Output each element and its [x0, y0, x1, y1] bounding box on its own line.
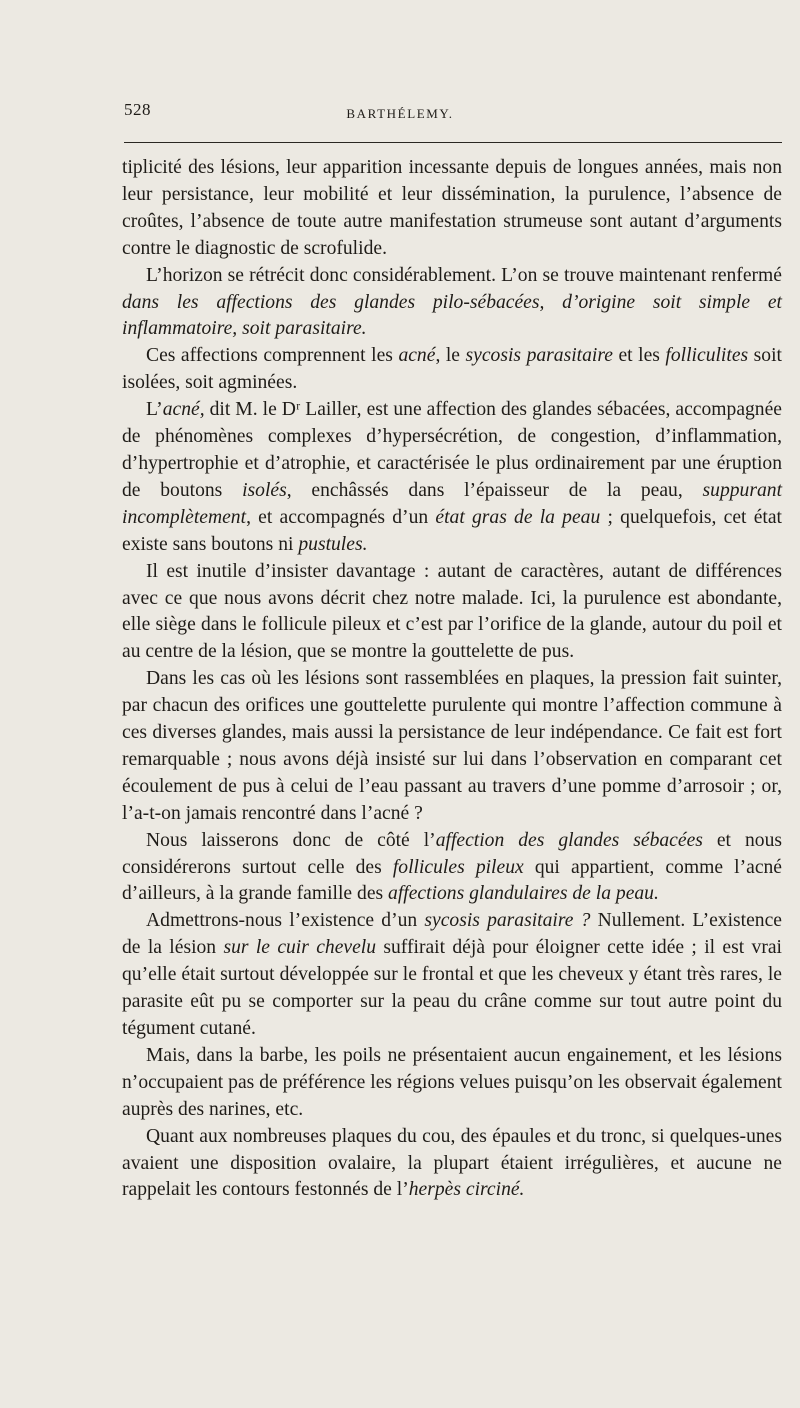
paragraph — [122, 1124, 782, 1205]
text-run: Admettrons-nous l’existence d’un — [146, 910, 425, 932]
italic-text: affection des glandes sébacées — [435, 829, 703, 851]
text-run: L’horizon se rétrécit donc considérablement. L’on se trouve maintenant renfermé — [146, 264, 782, 286]
italic-text: sycosis parasitaire ? — [424, 910, 591, 932]
paragraph — [122, 1043, 782, 1124]
paragraph — [122, 397, 782, 558]
text-run: Mais, dans la barbe, les poils ne présentaient aucun engainement, et les lésions n’occupaient pas de préférence les régions velues puisqu’on les observait également auprès des narines, etc. — [122, 1044, 782, 1120]
running-head: BARTHÉLEMY. — [346, 106, 454, 121]
paragraph — [122, 828, 782, 909]
italic-text: état gras de la peau — [435, 506, 601, 528]
text-run: , et accompagnés d’un — [246, 506, 436, 528]
body-text — [122, 155, 782, 1204]
italic-text: pustules. — [298, 533, 368, 555]
italic-text: folliculites — [665, 345, 749, 367]
paragraph — [122, 666, 782, 827]
text-run: ; quelquefois, cet état existe sans boutons ni — [122, 506, 782, 555]
italic-text: acné — [398, 345, 436, 367]
italic-text: isolés — [242, 479, 287, 501]
text-run: , le — [435, 345, 466, 367]
text-run: dit M. le Dʳ Lailler, est une affection des glandes sébacées, accompagnée de phénomènes complexes d’hypersécrétion, de congestion, d’inflammation, d’hypertrophie et d’atrophie, et caractérisée le plus ordinairement par une éruption de boutons — [122, 399, 782, 501]
text-run: qui appartient, comme l’acné d’ailleurs, à la grande famille des — [122, 856, 783, 905]
paragraph — [122, 559, 782, 667]
text-run: , enchâssés dans l’épaisseur de la peau, — [286, 479, 703, 501]
italic-text: affections glandulaires de la peau. — [388, 883, 659, 905]
text-run: soit isolées, soit agminées. — [122, 345, 782, 394]
text-run: et nous considérerons surtout celle des — [122, 829, 782, 878]
text-run: Ces affections comprennent les — [146, 345, 399, 367]
text-run: tiplicité des lésions, leur apparition incessante depuis de longues années, mais non leur persistance, leur mobilité et leur dissémination, la purulence, l’absence de croûtes, l’absence de toute autre manifestation strumeuse sont autant d’arguments contre le diagnostic de scrofulide. — [122, 157, 782, 259]
page-number: 528 — [124, 100, 151, 119]
header-rule — [124, 142, 782, 143]
italic-text: follicules pileux — [392, 856, 524, 878]
text-run: Il est inutile d’insister davantage : autant de caractères, autant de différences avec ce que nous avons décrit chez notre malade. Ici, la purulence est abondante, elle siège dans le follicule pileux et c’est par l’orifice de la glande, autour du poil et au centre de la lésion, que se montre la gouttelette de pus. — [122, 560, 782, 663]
paragraph — [122, 263, 782, 344]
italic-text: herpès circiné. — [408, 1179, 525, 1201]
italic-text: suppurant incomplètement — [122, 479, 783, 528]
text-run: et les — [612, 345, 666, 367]
paragraph — [122, 343, 782, 397]
text-run: suffirait déjà pour éloigner cette idée ; il est vrai qu’elle était surtout développée sur le frontal et que les cheveux y étant très rares, le parasite eût pu se comporter sur la peau du crâne comme sur tout autre point du tégument cutané. — [122, 937, 782, 1039]
italic-text: dans les affections des glandes pilo-sébacées, d’origine soit simple et inflammatoire, soit parasitaire. — [122, 291, 782, 340]
italic-text: sur le cuir chevelu — [223, 937, 377, 959]
paragraph — [122, 155, 782, 263]
paragraph — [122, 908, 782, 1043]
italic-text: acné, — [162, 399, 205, 421]
text-run: Nous laisserons donc de côté l’ — [146, 829, 436, 851]
text-run: Quant aux nombreuses plaques du cou, des épaules et du tronc, si quelques-unes avaient une disposition ovalaire, la plupart étaient irrégulières, et aucune ne rappelait les contours festonnés de l’ — [122, 1125, 782, 1201]
italic-text: sycosis parasitaire — [465, 345, 613, 367]
text-run: L’ — [146, 399, 163, 421]
text-run: Dans les cas où les lésions sont rassemblées en plaques, la pression fait suinter, par chacun des orifices une gouttelette purulente qui montre l’affection commune à ces diverses glandes, mais aussi la persistance de leur indépendance. Ce fait est fort remarquable ; nous avons déjà insisté sur lui dans l’observation en comparant cet écoulement de pus à celui de l’eau passant au travers d’une pomme d’arrosoir ; or, l’a-t-on jamais rencontré dans l’acné ? — [122, 668, 782, 824]
text-run: Nullement. L’existence de la lésion — [122, 910, 783, 959]
